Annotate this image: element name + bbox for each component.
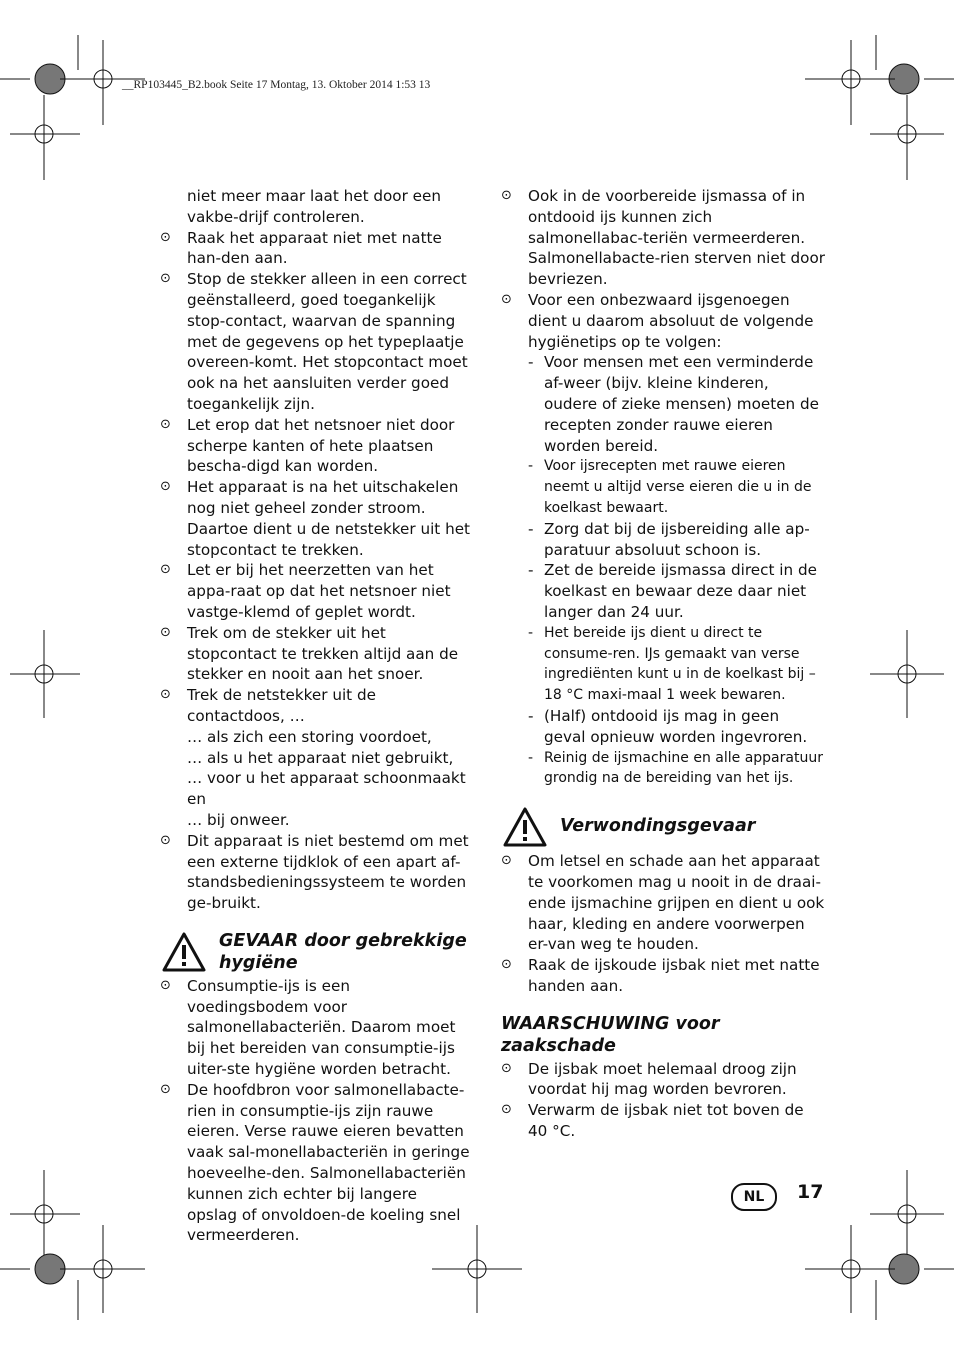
dash-item: - Zet de bereide ijsmassa direct in de koelkast en bewaar deze daar niet langer dan 24 uur. [501,560,825,622]
list-item: ⊙ Trek om de stekker uit het stopcontact te trekken altijd aan de stekker en nooit aan het snoer. [160,623,470,685]
dash-item: - (Half) ontdooid ijs mag in geen geval opnieuw worden ingevroren. [501,706,825,748]
warning-title: GEVAAR door gebrekkige hygiëne [219,930,467,973]
injury-warning-heading [501,805,825,849]
language-badge: NL [731,1183,777,1211]
dash-item: - Voor mensen met een verminderde af-weer (bijv. kleine kinderen, oudere of zieke mensen) moeten de recepten zonder rauwe eieren worden bereid. [501,352,825,456]
list-item: ⊙ Dit apparaat is niet bestemd om met een externe tijdklok of een apart af-standsbedieningssysteem te worden ge-bruikt. [160,831,470,914]
page-number: 17 [797,1181,824,1203]
list-item: ⊙ Om letsel en schade aan het apparaat te voorkomen mag u nooit in de draai-ende ijsmachine grijpen en dient u ook haar, kleding en andere voorwerpen er-van weg te houden. [501,851,825,955]
list-item: ⊙ Let er bij het neerzetten van het appa-raat op dat het netsnoer niet vastge-klemd of geplet wordt. [160,560,470,622]
sub-item: … bij onweer. [187,810,290,829]
list-item: ⊙ Stop de stekker alleen in een correct geënstalleerd, goed toegankelijk stop-contact, waarvan de spanning met de gegevens op het typeplaatje overeen-komt. Het stopcontact moet ook na het aansluiten verder goed toegankelijk zijn. [160,269,470,415]
dash-item: - Reinig de ijsmachine en alle apparatuur grondig na de bereiding van het ijs. [501,748,825,790]
list-item: ⊙ Verwarm de ijsbak niet tot boven de 40 °C. [501,1100,825,1142]
list-item: ⊙ Trek de netstekker uit de contactdoos, … [160,685,470,727]
list-item: ⊙ De ijsbak moet helemaal droog zijn voordat hij mag worden bevroren. [501,1059,825,1101]
notice-title: WAARSCHUWING voor zaakschade [501,1013,720,1056]
list-item: ⊙ Het apparaat is na het uitschakelen nog niet geheel zonder stroom. Daartoe dient u de netstekker uit het stopcontact te trekken. [160,477,470,560]
left-column [160,186,470,1246]
print-header: __RP103445_B2.book Seite 17 Montag, 13. Oktober 2014 1:53 13 [122,79,431,91]
warning-title: Verwondingsgevaar [560,816,756,837]
intro-text: niet meer maar laat het door een vakbe-drijf controleren. [187,187,441,226]
dash-item: - Zorg dat bij de ijsbereiding alle ap-paratuur absoluut schoon is. [501,519,825,561]
sub-item: … voor u het apparaat schoonmaakt en [187,769,466,809]
sub-item: … als u het apparaat niet gebruikt, [187,748,454,767]
list-item: ⊙ Voor een onbezwaard ijsgenoegen dient u daarom absoluut de volgende hygiënetips op te volgen: [501,290,825,352]
dash-item: - Het bereide ijs dient u direct te consume-ren. IJs gemaakt van verse ingrediënten kunt u in de koelkast bij –18 °C maxi-maal 1 week bewaren. [501,623,825,706]
sub-item: … als zich een storing voordoet, [187,727,432,746]
warning-triangle-icon [503,807,547,847]
warning-triangle-icon [162,932,206,972]
list-item: ⊙ De hoofdbron voor salmonellabacte-rien in consumptie-ijs zijn rauwe eieren. Verse rauwe eieren bevatten vaak sal-monellabacteriën in geringe hoeveelhe-den. Salmonellabacteriën kunnen zich echter bij langere opslag of onvoldoen-de koeling snel vermeerderen. [160,1080,470,1246]
list-item: ⊙ Raak de ijskoude ijsbak niet met natte handen aan. [501,955,825,997]
dash-item: - Voor ijsrecepten met rauwe eieren neemt u altijd verse eieren die u in de koelkast bewaart. [501,456,825,518]
list-item: ⊙ Raak het apparaat niet met natte han-den aan. [160,228,470,270]
list-item: ⊙ Ook in de voorbereide ijsmassa of in ontdooid ijs kunnen zich salmonellabac-teriën vermeerderen. Salmonellabacte-rien sterven niet door bevriezen. [501,186,825,290]
hygiene-warning-heading [160,930,470,974]
list-item: ⊙ Let erop dat het netsnoer niet door scherpe kanten of hete plaatsen bescha-digd kan worden. [160,415,470,477]
list-item: ⊙ Consumptie-ijs is een voedingsbodem voor salmonellabacteriën. Daarom moet bij het bereiden van consumptie-ijs uiter-ste hygiëne worden betracht. [160,976,470,1080]
right-column [501,186,825,1142]
